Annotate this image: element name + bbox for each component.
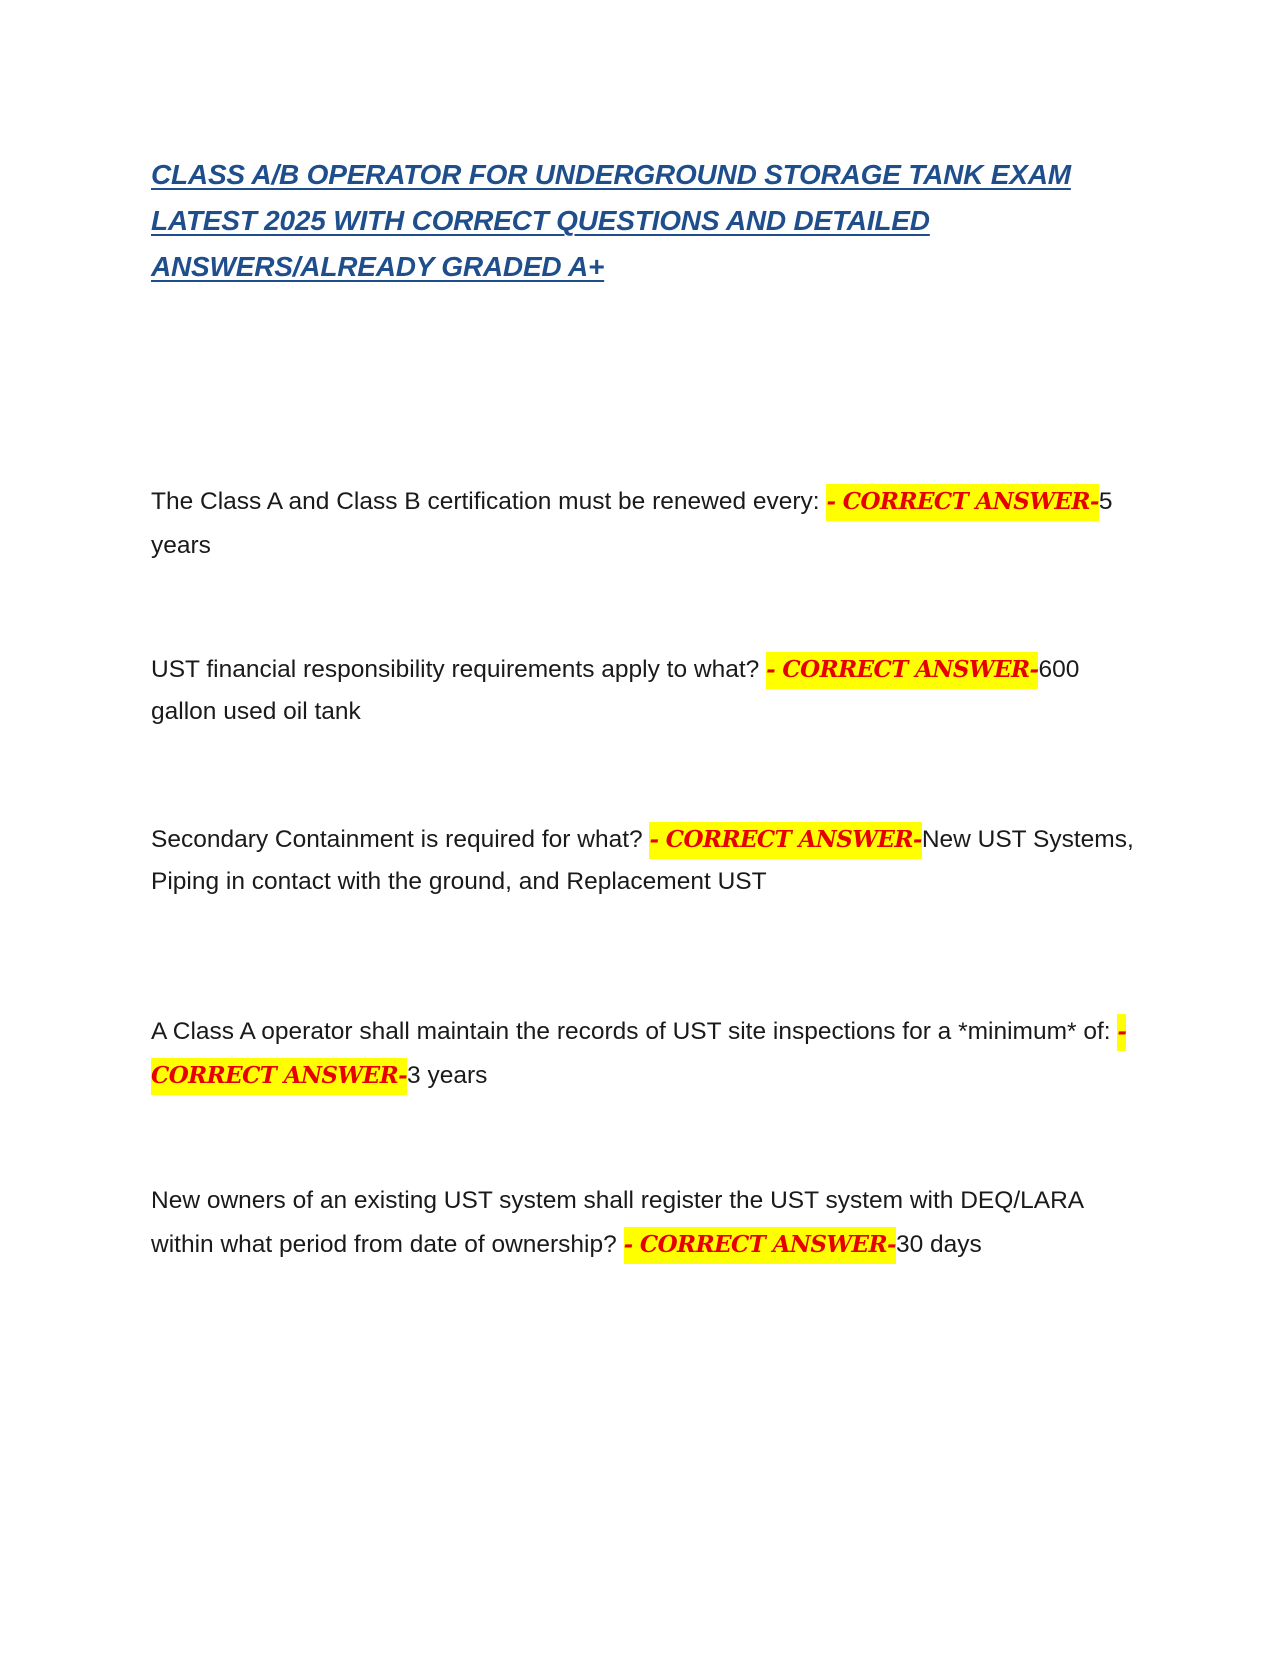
qa-item [151, 1179, 1141, 1267]
correct-answer-marker: - CORRECT ANSWER- [826, 484, 1098, 521]
question-text: A Class A operator shall maintain the records of UST site inspections for a *minimum* of: [151, 1018, 1118, 1045]
qa-item [151, 649, 1141, 733]
qa-item [151, 480, 1141, 568]
answer-text: 30 days [895, 1231, 982, 1258]
answer-text: 3 years [407, 1062, 488, 1089]
answer-text: 5 years [151, 488, 1113, 559]
correct-answer-marker: - CORRECT ANSWER- [649, 822, 921, 859]
question-text: New owners of an existing UST system shall register the UST system with DEQ/LARA within what period from date of ownership? [151, 1187, 1083, 1258]
question-text: UST financial responsibility requirements apply to what? [151, 656, 767, 683]
answer-text: 600 gallon used oil tank [151, 656, 1080, 725]
qa-item [151, 819, 1141, 903]
answer-text: New UST Systems, Piping in contact with the ground, and Replacement UST [151, 826, 1134, 895]
correct-answer-marker: - CORRECT ANSWER- [766, 652, 1038, 689]
question-text: The Class A and Class B certification must be renewed every: [151, 488, 827, 515]
qa-item [151, 1010, 1141, 1098]
document-title: CLASS A/B OPERATOR FOR UNDERGROUND STORAGE TANK EXAM LATEST 2025 WITH CORRECT QUESTIONS AND DETAILED ANSWERS/ALREADY GRADED A+ [151, 159, 1071, 282]
correct-answer-marker: - CORRECT ANSWER- [151, 1014, 1126, 1095]
correct-answer-marker: - CORRECT ANSWER- [624, 1227, 896, 1264]
question-text: Secondary Containment is required for what? [151, 826, 650, 853]
